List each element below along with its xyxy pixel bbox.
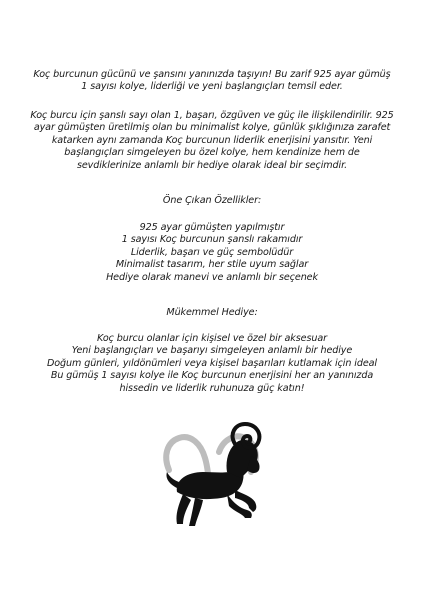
gift-heading [0,307,424,319]
feature-item: 925 ayar gümüşten yapılmıştır [139,222,285,233]
description-line: sevdiklerinize anlamlı bir hediye olarak ideal bir seçimdir. [76,159,348,171]
intro-line: Koç burcunun gücünü ve şansını yanınızda taşıyın! Bu zarif 925 ayar gümüş [33,69,391,80]
description-paragraph [0,110,424,172]
features-list [0,222,424,284]
gift-list [0,333,424,395]
intro-line: 1 sayısı kolye, liderliği ve yeni başlangıçları temsil eder. [81,81,343,93]
intro-paragraph [0,69,424,94]
gift-heading-text: Mükemmel Hediye: [166,307,258,318]
gift-item: Doğum günleri, yıldönümleri veya kişisel başarıları kutlamak için ideal [46,357,377,369]
feature-item: Liderlik, başarı ve güç sembolüdür [130,246,294,258]
feature-item: Minimalist tasarım, her stile uyum sağlar [115,259,309,271]
description-line: Koç burcu için şanslı sayı olan 1, başarı, özgüven ve güç ile ilişkilendirilir. 925 [30,110,394,121]
gift-item: Yeni başlangıçları ve başarıyı simgeleyen anlamlı bir hediye [71,345,353,357]
gift-item: hissedin ve liderlik ruhunuza güç katın! [119,382,305,394]
description-line: katarken aynı zamanda Koç burcunun liderlik enerjisini yansıtır. Yeni [51,134,373,146]
gift-item: Koç burcu olanlar için kişisel ve özel bir aksesuar [97,333,327,344]
aries-ram-icon [155,420,271,532]
features-heading-text: Öne Çıkan Özellikler: [162,195,262,206]
description-line: başlangıçları simgeleyen bu özel kolye, hem kendinize hem de [64,147,360,159]
features-heading [0,195,424,207]
gift-item: Bu gümüş 1 sayısı kolye ile Koç burcunun enerjisini her an yanınızda [50,370,374,382]
feature-item: Hediye olarak manevi ve anlamlı bir seçenek [106,271,318,283]
feature-item: 1 sayısı Koç burcunun şanslı rakamıdır [121,234,303,246]
description-line: ayar gümüşten üretilmiş olan bu minimalist kolye, günlük şıklığınıza zarafet [33,122,391,134]
